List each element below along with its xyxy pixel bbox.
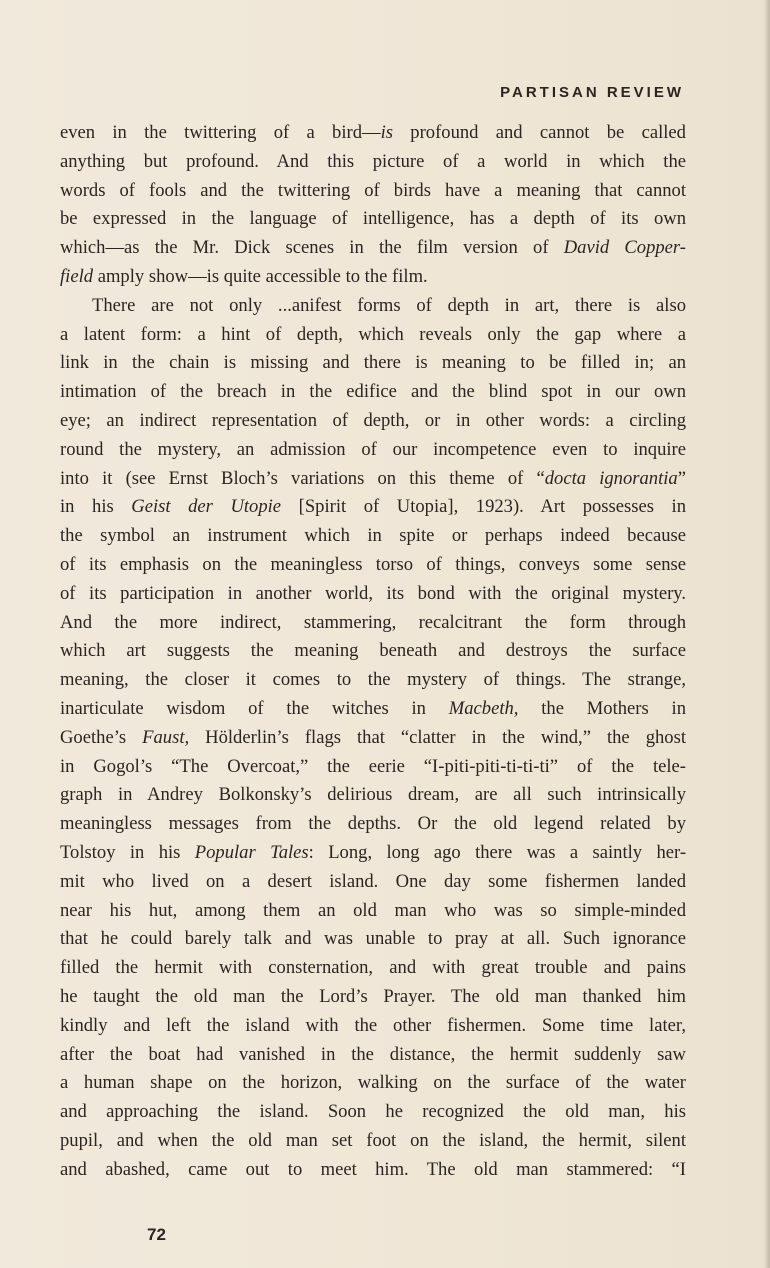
text-segment: that he could barely talk and was unable to pray at all. Such ignorance — [60, 928, 686, 950]
italic-text: docta ignorantia — [544, 467, 678, 489]
text-segment: [Spirit of Utopia], 1923). Art possesses in — [281, 496, 687, 518]
text-segment: profound and cannot be called — [393, 122, 686, 143]
text-line — [60, 148, 686, 177]
text-segment: round the mystery, an admission of our incompetence even to inquire — [60, 438, 686, 460]
text-segment: filled the hermit with consternation, and with great trouble and pains — [60, 957, 686, 979]
text-line — [60, 493, 686, 522]
text-segment: There are not only ...anifest forms of depth in art, there is also — [92, 294, 686, 316]
text-segment: be expressed in the language of intelligence, has a depth of its own — [60, 208, 686, 230]
italic-text: Geist der Utopie — [131, 496, 282, 518]
text-line — [60, 1012, 686, 1041]
italic-text: Faust, — [142, 726, 190, 748]
text-line — [60, 263, 686, 292]
text-line — [60, 234, 686, 263]
text-line — [60, 781, 686, 810]
text-segment: Goethe’s — [60, 726, 143, 748]
text-line — [60, 465, 686, 494]
text-segment: and approaching the island. Soon he recognized the old man, his — [60, 1101, 686, 1123]
text-line — [60, 637, 686, 666]
text-segment: near his hut, among them an old man who was so simple-minded — [60, 899, 686, 921]
text-line — [60, 868, 686, 897]
text-line — [60, 522, 686, 551]
text-segment: in Gogol’s “The Overcoat,” the eerie “I-piti-piti-ti-ti-ti” of the tele- — [60, 755, 686, 777]
text-line — [60, 378, 686, 407]
text-segment: of its emphasis on the meaningless torso of things, conveys some sense — [60, 553, 686, 575]
text-line — [60, 1156, 686, 1185]
text-line — [60, 666, 686, 695]
text-line — [60, 205, 686, 234]
text-line — [60, 695, 686, 724]
text-segment: mit who lived on a desert island. One day some fishermen landed — [60, 870, 686, 892]
running-head: PARTISAN REVIEW — [500, 84, 684, 101]
text-line — [60, 321, 686, 350]
text-line — [60, 119, 686, 148]
body-text — [60, 119, 686, 1184]
text-line — [60, 897, 686, 926]
text-segment: kindly and left the island with the other fishermen. Some time later, — [60, 1014, 686, 1036]
text-segment: Tolstoy in his — [60, 841, 195, 863]
text-segment: anything but profound. And this picture of a world in which the — [60, 150, 686, 172]
text-segment: the symbol an instrument which in spite or perhaps indeed because — [60, 525, 686, 547]
italic-text: Macbeth, — [448, 697, 519, 719]
text-segment: he taught the old man the Lord’s Prayer. The old man thanked him — [60, 985, 686, 1007]
text-segment: which art suggests the meaning beneath and destroys the surface — [60, 640, 686, 662]
text-line — [60, 580, 686, 609]
text-segment: And the more indirect, stammering, recalcitrant the form through — [60, 611, 686, 633]
text-line — [60, 1098, 686, 1127]
text-segment: intimation of the breach in the edifice and the blind spot in our own — [60, 381, 686, 403]
text-line — [60, 177, 686, 206]
text-line — [60, 407, 686, 436]
text-segment: eye; an indirect representation of depth, or in other words: a circling — [60, 409, 686, 431]
text-segment: amply show—is quite accessible to the film. — [93, 265, 428, 287]
text-line — [60, 810, 686, 839]
text-line — [60, 551, 686, 580]
text-segment: the Mothers in — [518, 697, 686, 719]
text-segment: ” — [677, 467, 686, 489]
page-number: 72 — [147, 1225, 166, 1244]
italic-text: David Copper- — [563, 237, 686, 259]
text-line — [60, 349, 686, 378]
text-segment: inarticulate wisdom of the witches in — [60, 697, 449, 719]
text-segment: graph in Andrey Bolkonsky’s delirious dream, are all such intrinsically — [60, 784, 686, 806]
text-line — [60, 292, 686, 321]
text-line — [60, 753, 686, 782]
text-segment: Hölderlin’s flags that “clatter in the wind,” the ghost — [189, 726, 687, 748]
text-segment: a human shape on the horizon, walking on the surface of the water — [60, 1072, 686, 1094]
text-segment: meaningless messages from the depths. Or the old legend related by — [60, 813, 686, 835]
text-segment: a latent form: a hint of depth, which reveals only the gap where a — [60, 323, 686, 345]
text-line — [60, 1127, 686, 1156]
italic-text: field — [60, 265, 94, 287]
text-line — [60, 954, 686, 983]
text-segment: words of fools and the twittering of birds have a meaning that cannot — [60, 179, 686, 201]
page-edge-shadow — [764, 0, 770, 1268]
text-segment: link in the chain is missing and there is meaning to be filled in; an — [60, 352, 686, 374]
text-segment: into it (see Ernst Bloch’s variations on this theme of “ — [60, 467, 545, 489]
text-line — [60, 1041, 686, 1070]
text-segment: in his — [60, 496, 132, 518]
text-segment: of its participation in another world, its bond with the original mystery. — [60, 582, 686, 604]
text-line — [60, 983, 686, 1012]
text-line — [60, 436, 686, 465]
text-line — [60, 1069, 686, 1098]
text-segment: pupil, and when the old man set foot on the island, the hermit, silent — [60, 1129, 686, 1151]
text-line — [60, 609, 686, 638]
text-segment: meaning, the closer it comes to the mystery of things. The strange, — [60, 669, 686, 691]
text-segment: which—as the Mr. Dick scenes in the film version of — [60, 237, 564, 259]
text-line — [60, 724, 686, 753]
text-segment: and abashed, came out to meet him. The old man stammered: “I — [60, 1158, 686, 1180]
text-segment: even in the twittering of a bird— — [60, 122, 381, 143]
text-segment: : Long, long ago there was a saintly her- — [308, 841, 687, 863]
text-line — [60, 839, 686, 868]
text-line — [60, 925, 686, 954]
italic-text: is — [380, 122, 394, 143]
text-segment: after the boat had vanished in the distance, the hermit suddenly saw — [60, 1043, 686, 1065]
italic-text: Popular Tales — [194, 841, 309, 863]
